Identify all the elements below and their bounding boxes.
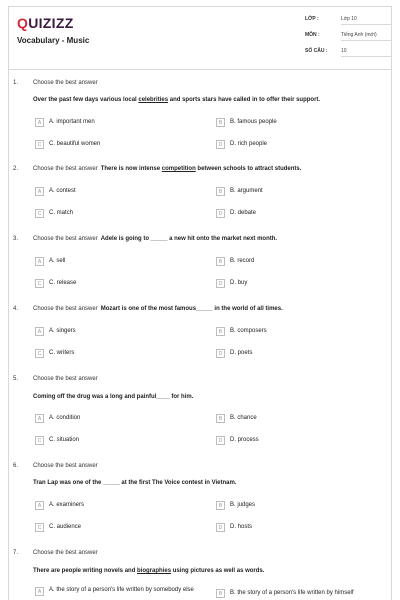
vocabulary-keyword: celebrities	[138, 97, 169, 103]
vocabulary-keyword: biographies	[137, 568, 172, 574]
option-letter-box: D	[216, 523, 225, 532]
option-letter-box: A	[35, 501, 44, 510]
grade-value: Lớp 10	[341, 16, 391, 25]
answer-option-c[interactable]	[35, 279, 76, 288]
option-text: A. contest	[49, 188, 76, 194]
option-letter-box: D	[216, 279, 225, 288]
option-text: A. examiners	[49, 502, 85, 508]
answer-option-d[interactable]	[216, 436, 259, 445]
option-letter-box: B	[216, 501, 225, 510]
answer-option-b[interactable]	[216, 257, 254, 266]
option-letter-box: A	[35, 187, 44, 196]
grade-label: LỚP :	[305, 16, 319, 22]
option-text: B. chance	[230, 415, 257, 421]
option-text: C. writers	[49, 350, 75, 356]
option-text: B. judges	[230, 502, 256, 508]
answer-option-a[interactable]	[35, 501, 84, 510]
subject-value: Tiếng Anh (mới)	[341, 32, 391, 41]
question-2-stem: There is now intense competition between schools to attract students.	[100, 166, 302, 172]
option-text: D. buy	[230, 280, 248, 286]
option-letter-box: C	[35, 523, 44, 532]
answer-option-c[interactable]	[35, 436, 79, 445]
option-text: A. condition	[49, 415, 81, 421]
option-letter-box: D	[216, 209, 225, 218]
answer-option-b[interactable]	[216, 327, 267, 336]
answer-option-a[interactable]	[35, 118, 95, 127]
question-stem: Over the past few days various local celebrities and sports stars have called in to offer their support.	[33, 97, 321, 103]
option-text: A. singers	[49, 328, 76, 334]
answer-option-c[interactable]	[35, 209, 73, 218]
question-4-stem: Mozart is one of the most famous_____ in the world of all times.	[100, 306, 283, 312]
question-number: 6.	[13, 463, 19, 469]
worksheet-title: Vocabulary - Music	[17, 36, 90, 45]
answer-option-b[interactable]	[216, 118, 277, 127]
question-number: 7.	[13, 550, 19, 556]
question-stem: Tran Lap was one of the _____ at the first The Voice contest in Vietnam.	[33, 480, 237, 486]
option-letter-box: D	[216, 349, 225, 358]
answer-option-d[interactable]	[216, 209, 256, 218]
question-number: 1.	[13, 80, 19, 86]
option-text: C. beautiful women	[49, 141, 101, 147]
question-number: 4.	[13, 306, 19, 312]
question-instruction: Choose the best answer	[33, 376, 98, 382]
question-3-stem: Adele is going to _____ a new hit onto the market next month.	[100, 236, 278, 242]
option-letter-box: B	[216, 414, 225, 423]
option-text: D. poets	[230, 350, 253, 356]
question-number: 2.	[13, 166, 19, 172]
option-text: C. release	[49, 280, 77, 286]
option-text: D. process	[230, 437, 259, 443]
option-letter-box: D	[216, 436, 225, 445]
question-instruction: Choose the best answer	[33, 236, 98, 242]
answer-option-d[interactable]	[216, 279, 247, 288]
answer-option-a[interactable]	[35, 257, 65, 266]
question-instruction: Choose the best answer	[33, 306, 98, 312]
answer-option-d[interactable]	[216, 523, 252, 532]
option-text: D. rich people	[230, 141, 268, 147]
option-letter-box: C	[35, 349, 44, 358]
answer-option-b[interactable]	[216, 414, 257, 423]
question-number: 5.	[13, 376, 19, 382]
option-text: C. situation	[49, 437, 80, 443]
option-text: B. famous people	[230, 119, 277, 125]
option-text: D. debate	[230, 210, 257, 216]
question-instruction: Choose the best answer	[33, 80, 98, 86]
answer-option-b[interactable]	[216, 501, 255, 510]
page-frame	[8, 6, 392, 600]
worksheet-header	[8, 6, 392, 70]
option-text: B. argument	[230, 188, 263, 194]
question-instruction: Choose the best answer	[33, 166, 98, 172]
answer-option-a[interactable]	[35, 587, 204, 596]
option-letter-box: C	[35, 436, 44, 445]
option-letter-box: C	[35, 279, 44, 288]
subject-label: MÔN :	[305, 32, 320, 38]
answer-option-a[interactable]	[35, 187, 76, 196]
option-letter-box: C	[35, 140, 44, 149]
option-letter-box: C	[35, 209, 44, 218]
option-letter-box: A	[35, 587, 44, 596]
answer-option-c[interactable]	[35, 349, 74, 358]
option-letter-box: B	[216, 327, 225, 336]
option-letter-box: A	[35, 327, 44, 336]
option-letter-box: A	[35, 118, 44, 127]
option-letter-box: A	[35, 257, 44, 266]
option-text: A. sell	[49, 258, 66, 264]
quizizz-logo: QUIZIZZ	[17, 15, 74, 31]
answer-option-d[interactable]	[216, 349, 252, 358]
question-stem: There are people writing novels and biographies using pictures as well as words.	[33, 568, 265, 574]
option-letter-box: B	[216, 257, 225, 266]
answer-option-a[interactable]	[35, 414, 80, 423]
option-letter-box: A	[35, 414, 44, 423]
option-letter-box: D	[216, 140, 225, 149]
answer-option-c[interactable]	[35, 140, 100, 149]
question-count-value: 10	[341, 48, 391, 57]
question-count-label: SỐ CÂU :	[305, 48, 328, 54]
question-number: 3.	[13, 236, 19, 242]
option-text: B. composers	[230, 328, 267, 334]
question-instruction: Choose the best answer	[33, 463, 98, 469]
option-text: A. important men	[49, 119, 95, 125]
vocabulary-keyword: competition	[161, 166, 196, 172]
answer-option-a[interactable]	[35, 327, 76, 336]
answer-option-b[interactable]	[216, 187, 263, 196]
option-letter-box: B	[216, 187, 225, 196]
answer-option-b[interactable]	[216, 589, 354, 598]
answer-option-d[interactable]	[216, 140, 267, 149]
question-stem: Coming off the drug was a long and painful____ for him.	[33, 394, 194, 400]
option-letter-box: B	[216, 118, 225, 127]
answer-option-c[interactable]	[35, 523, 81, 532]
option-text: B. the story of a person's life written by himself	[230, 590, 354, 596]
option-text: C. match	[49, 210, 74, 216]
option-text: C. audience	[49, 524, 82, 530]
option-text: A. the story of a person's life written by somebody else	[49, 587, 194, 593]
option-letter-box: B	[216, 589, 225, 598]
option-text: B. record	[230, 258, 255, 264]
option-text: D. hosts	[230, 524, 253, 530]
question-instruction: Choose the best answer	[33, 550, 98, 556]
